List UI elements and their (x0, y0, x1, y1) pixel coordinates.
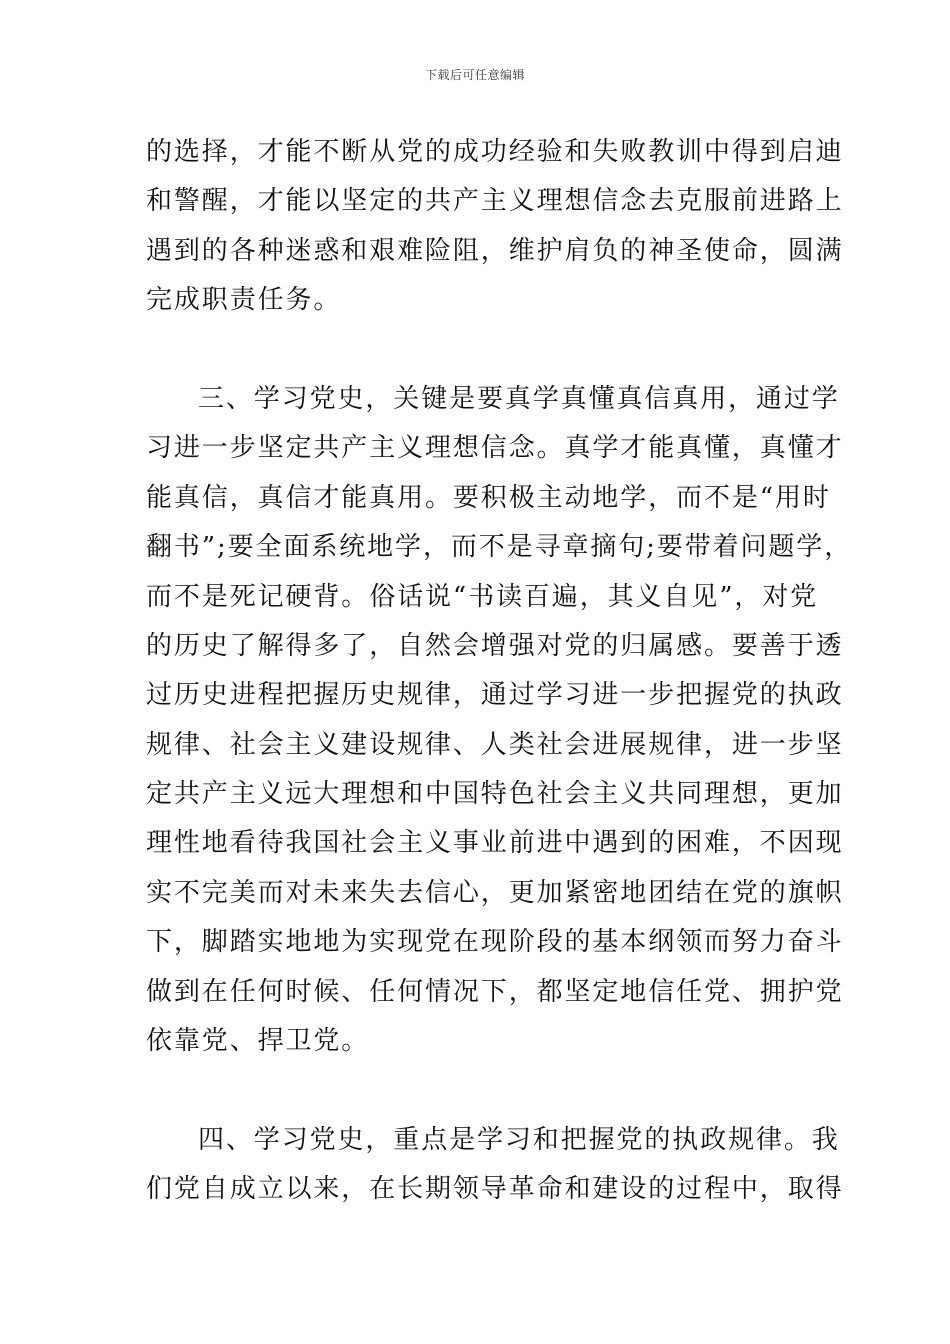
text-line: 定共产主义远大理想和中国特色社会主义共同理想，更加 (146, 779, 844, 810)
text-line: 和警醒，才能以坚定的共产主义理想信念去克服前进路上 (146, 186, 844, 217)
text-line: 的选择，才能不断从党的成功经验和失败教训中得到启迪 (146, 137, 844, 167)
text-line: 的历史了解得多了，自然会增强对党的归属感。要善于透 (146, 630, 844, 661)
text-line: 做到在任何时候、任何情况下，都坚定地信任党、拥护党 (146, 976, 844, 1007)
paragraph (146, 128, 844, 326)
text-line: 们党自成立以来，在长期领导革命和建设的过程中，取得 (146, 1174, 844, 1205)
text-line: 过历史进程把握历史规律，通过学习进一步把握党的执政 (146, 680, 844, 711)
text-line: 实不完美而对未来失去信心，更加紧密地团结在党的旗帜 (146, 877, 844, 908)
text-line: 下，脚踏实地地为实现党在现阶段的基本纲领而努力奋斗 (146, 927, 844, 958)
text-line: 四、学习党史，重点是学习和把握党的执政规律。我 (198, 1124, 840, 1155)
text-line: 理性地看待我国社会主义事业前进中遇到的困难，不因现 (146, 828, 844, 859)
text-line: 翻书”;要全面系统地学，而不是寻章摘句;要带着问题学， (146, 532, 853, 563)
page-header: 下载后可任意编辑 (424, 68, 525, 82)
paragraph (146, 1116, 844, 1215)
text-line: 规律、社会主义建设规律、人类社会进展规律，进一步坚 (146, 729, 844, 760)
paragraph (146, 375, 853, 1066)
text-line: 依靠党、捍卫党。 (146, 1026, 370, 1057)
text-line: 遇到的各种迷惑和艰难险阻，维护肩负的神圣使命，圆满 (146, 235, 844, 266)
text-line: 完成职责任务。 (146, 285, 342, 316)
text-line: 习进一步坚定共产主义理想信念。真学才能真懂，真懂才 (146, 433, 844, 464)
paragraph-gap (146, 1066, 808, 1115)
text-line: 能真信，真信才能真用。要积极主动地学，而不是“用时 (146, 482, 831, 513)
text-line: 三、学习党史，关键是要真学真懂真信真用，通过学 (198, 383, 840, 414)
document-body (146, 128, 853, 1215)
text-line: 而不是死记硬背。俗话说“书读百遍，其义自见”，对党 (146, 581, 819, 612)
paragraph-gap (146, 326, 808, 375)
